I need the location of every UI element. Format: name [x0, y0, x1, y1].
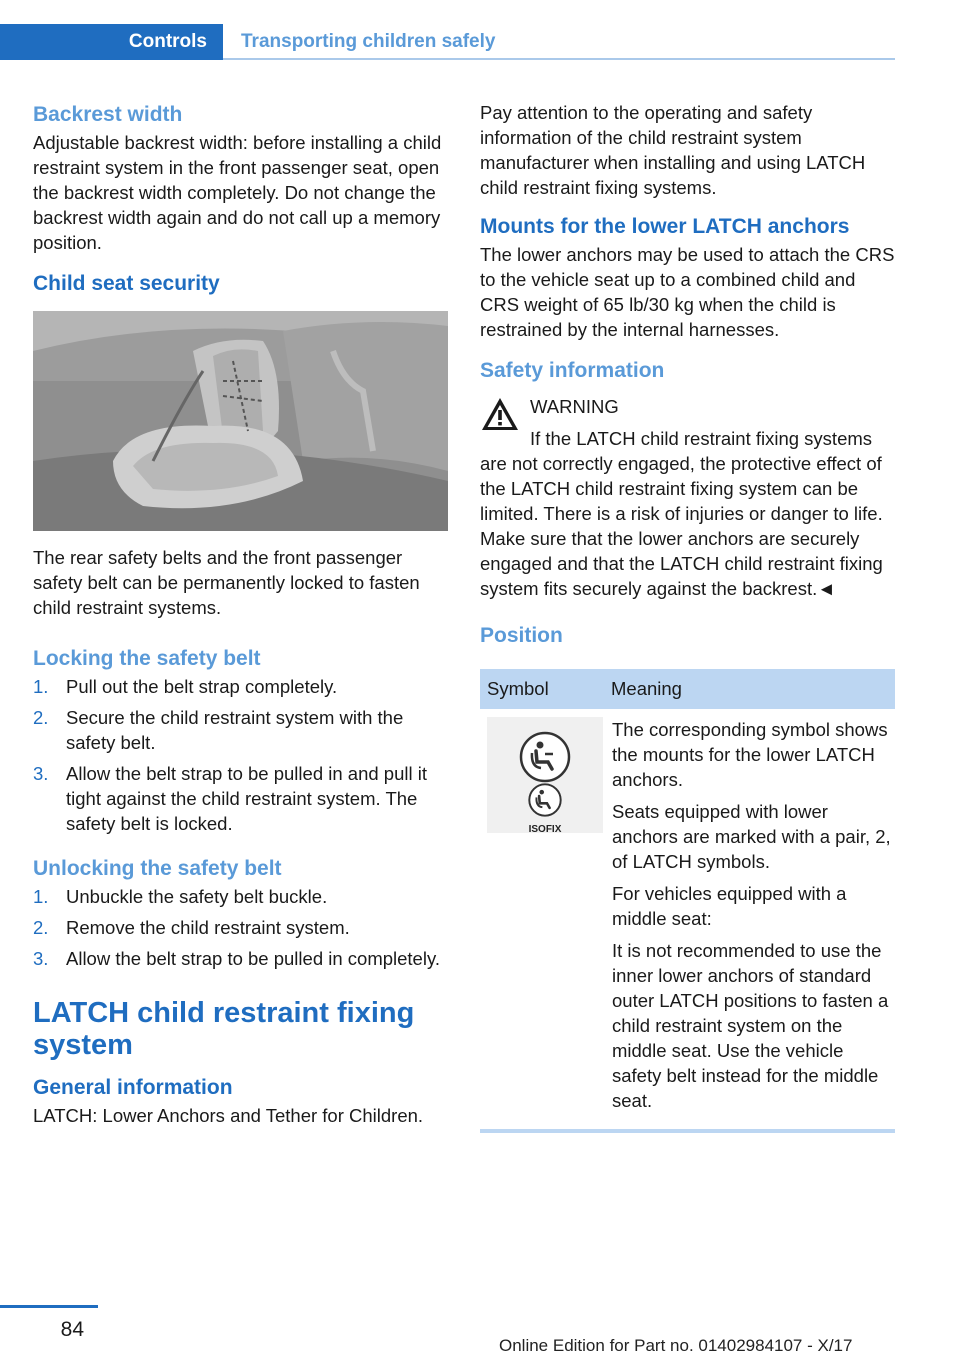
- list-item: 1. Unbuckle the safety belt buckle.: [33, 886, 328, 907]
- meaning-paragraph: It is not recommended to use the inner lower anchors of standard outer LATCH positions to fasten a child restraint system on the middle seat. Use the vehicle safety belt instead for the middle seat.: [612, 940, 889, 1111]
- list-item: 3. Allow the belt strap to be pulled in and pull it tight against the child restraint system. The safety belt is locked.: [33, 763, 427, 834]
- isofix-seat-icon: [528, 783, 562, 817]
- warning-text: If the LATCH child restraint fixing systems are not correctly engaged, the protective effect of the LATCH child restraint fixing system can be limited. There is a risk of injuries or danger to life. Make sure that the lower anchors are securely engaged and that the LATCH child restraint fixing system fits securely against the backrest.◄: [480, 428, 883, 599]
- general-info-heading: General information: [33, 1076, 233, 1099]
- meaning-paragraph: For vehicles equipped with a middle seat:: [612, 883, 847, 929]
- latch-symbols: [487, 717, 603, 833]
- child-seat-heading: Child seat security: [33, 272, 220, 295]
- latch-heading: LATCH child restraint fixing system: [33, 997, 415, 1061]
- table-row: [480, 709, 895, 1121]
- unlocking-heading: Unlocking the safety belt: [33, 857, 282, 880]
- photo-caption: The rear safety belts and the front passenger safety belt can be permanently locked to fasten child restraint systems.: [33, 547, 420, 618]
- latch-seat-icon: [519, 731, 571, 783]
- edition-text: Online Edition for Part no. 01402984107 - X/17: [499, 1336, 853, 1355]
- list-item: 3. Allow the belt strap to be pulled in completely.: [33, 948, 440, 969]
- list-item: 1. Pull out the belt strap completely.: [33, 676, 338, 697]
- mounts-text: The lower anchors may be used to attach the CRS to the vehicle seat up to a combined child and CRS weight of 65 lb/30 kg when the child is restrained by the internal harnesses.: [480, 244, 895, 340]
- general-info-text: LATCH: Lower Anchors and Tether for Children.: [33, 1105, 424, 1126]
- tab-controls[interactable]: Controls: [0, 24, 223, 60]
- col-symbol-header: Symbol: [480, 669, 604, 709]
- col-meaning-header: Meaning: [604, 669, 895, 709]
- locking-heading: Locking the safety belt: [33, 647, 261, 670]
- locking-steps-list: [33, 674, 448, 836]
- meaning-paragraph: Seats equipped with lower anchors are marked with a pair, 2, of LATCH symbols.: [612, 801, 891, 872]
- backrest-heading: Backrest width: [33, 103, 183, 126]
- warning-triangle-icon: [480, 396, 520, 432]
- meaning-paragraph: The corresponding symbol shows the mounts for the lower LATCH anchors.: [612, 719, 888, 790]
- left-column: [33, 100, 448, 1128]
- warning-block: [480, 394, 895, 601]
- unlocking-steps-list: [33, 884, 448, 971]
- footer-rule: [0, 1305, 98, 1308]
- list-item: 2. Secure the child restraint system with the safety belt.: [33, 707, 404, 753]
- position-heading: Position: [480, 624, 563, 647]
- header-divider: [223, 58, 895, 60]
- warning-label: WARNING: [530, 396, 619, 417]
- list-item: 2. Remove the child restraint system.: [33, 917, 350, 938]
- safety-info-heading: Safety information: [480, 359, 665, 382]
- child-seat-photo: [33, 311, 448, 531]
- symbol-table: [480, 669, 895, 1121]
- page-number: 84: [60, 1318, 84, 1341]
- mounts-heading: Mounts for the lower LATCH anchors: [480, 215, 850, 238]
- backrest-text: Adjustable backrest width: before installing a child restraint system in the front passenger seat, open the backrest width completely. Do not change the backrest width again and do not call up a memory position.: [33, 132, 442, 253]
- table-bottom-rule: [480, 1129, 895, 1133]
- header-tabbar: [0, 24, 895, 62]
- tab-transporting-children[interactable]: Transporting children safely: [241, 31, 496, 52]
- right-column: [480, 100, 895, 1133]
- intro-text: Pay attention to the operating and safety information of the child restraint system manufacturer when installing and using LATCH child restraint fixing systems.: [480, 102, 866, 198]
- isofix-label: ISOFIX: [528, 824, 562, 835]
